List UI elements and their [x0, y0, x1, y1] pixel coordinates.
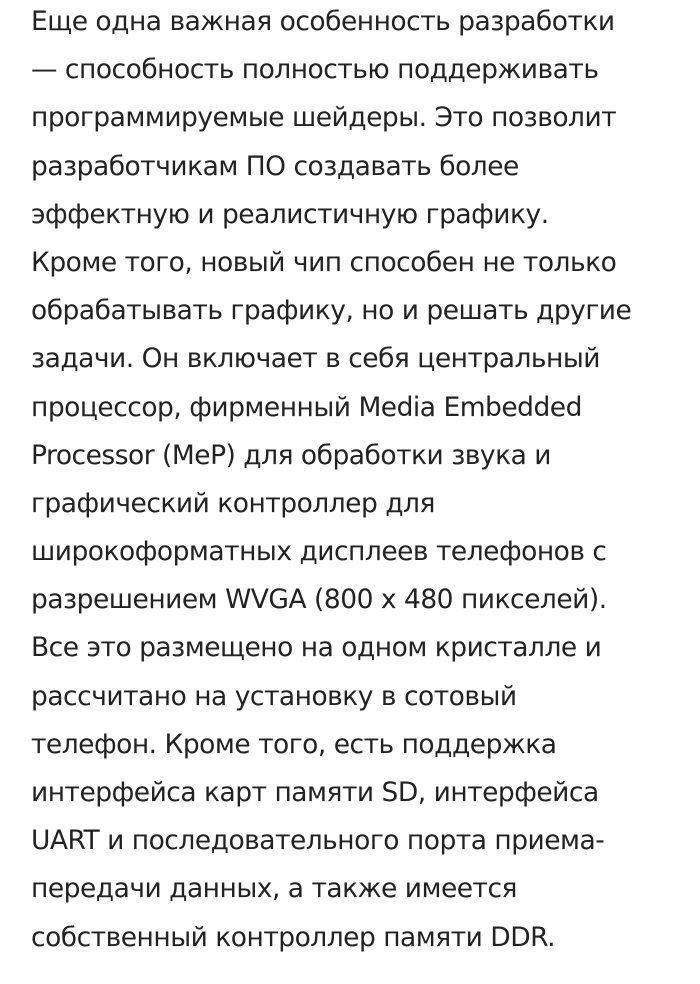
paragraph-line: Все это размещено на одном кристалле и — [31, 632, 602, 664]
paragraph-line: разрешением WVGA (800 x 480 пикселей). — [31, 584, 607, 616]
paragraph-line: процессор, фирменный Media Embedded — [31, 391, 582, 423]
paragraph-line: обрабатывать графику, но и решать другие — [31, 295, 632, 327]
paragraph-line: собственный контроллер памяти DDR. — [31, 921, 555, 953]
paragraph-line: широкоформатных дисплеев телефонов с — [31, 536, 607, 568]
paragraph-line: телефон. Кроме того, есть поддержка — [31, 728, 557, 760]
paragraph-line: интерфейса карт памяти SD, интерфейса — [31, 777, 599, 808]
paragraph-line: UART и последовательного порта приема- — [31, 825, 605, 857]
article-paragraph — [31, 0, 691, 962]
paragraph-line: эффектную и реалистичную графику. — [31, 198, 549, 230]
paragraph-line: графический контроллер для — [31, 487, 435, 519]
paragraph-line: Processor (MeP) для обработки звука и — [31, 439, 551, 471]
paragraph-line: программируемые шейдеры. Это позволит — [31, 102, 617, 134]
paragraph-line: рассчитано на установку в сотовый — [31, 680, 517, 712]
paragraph-line: Еще одна важная особенность разработки — [31, 6, 615, 37]
paragraph-line: передачи данных, а также имеется — [31, 873, 517, 905]
paragraph-line: Кроме того, новый чип способен не только — [31, 246, 617, 278]
paragraph-line: разработчикам ПО создавать более — [31, 150, 519, 182]
paragraph-line: задачи. Он включает в себя центральный — [31, 343, 600, 375]
paragraph-line: — способность полностью поддерживать — [31, 54, 599, 86]
